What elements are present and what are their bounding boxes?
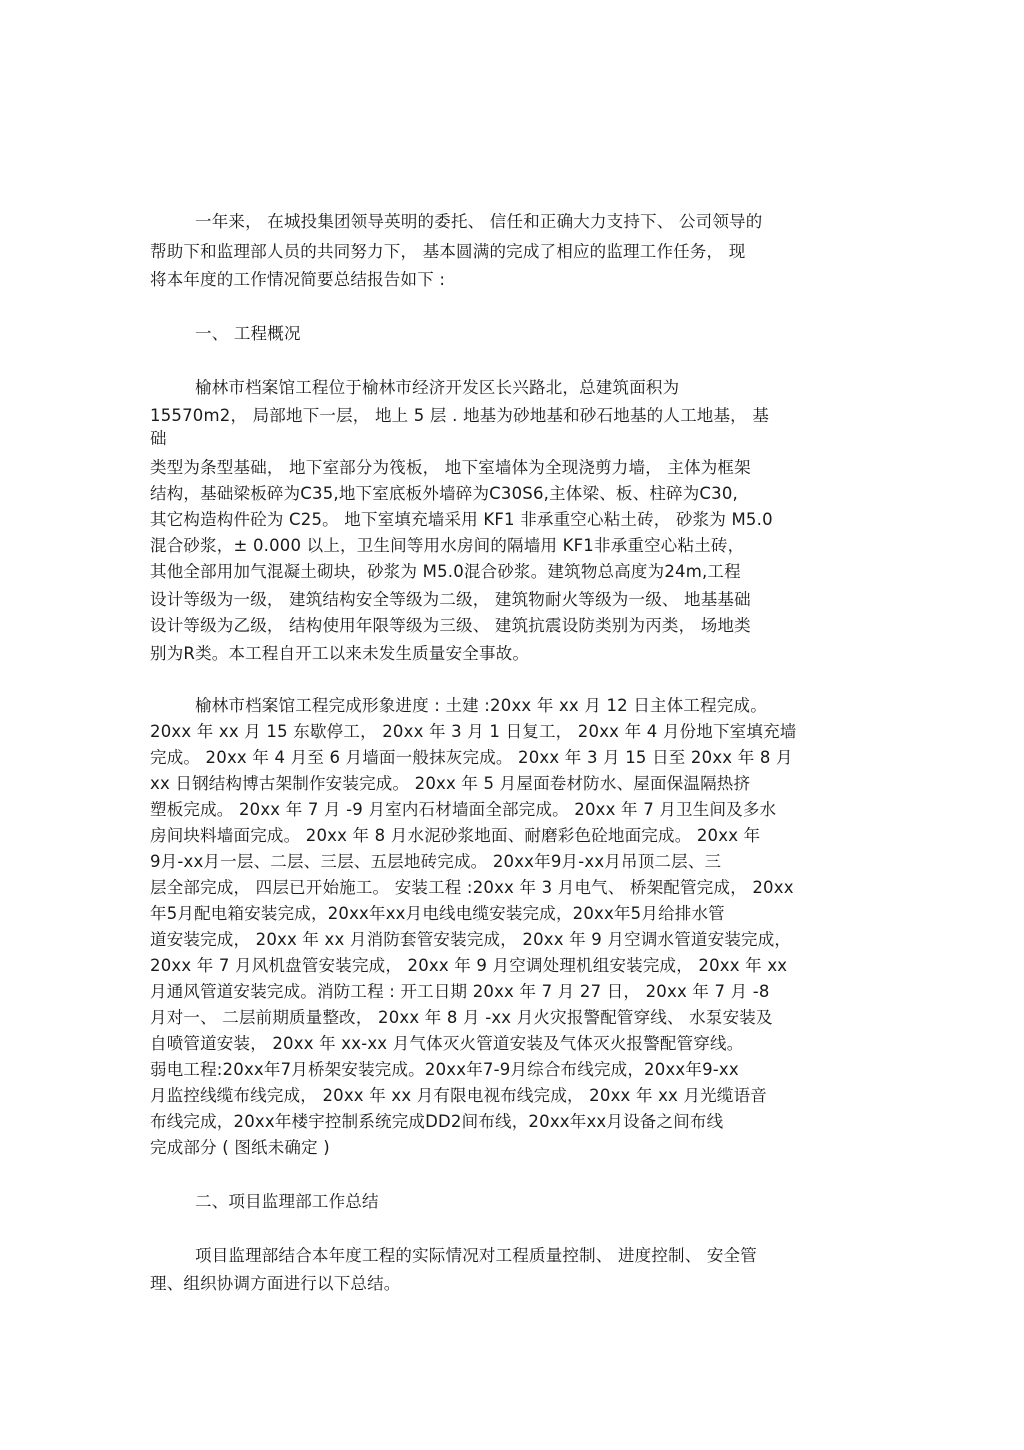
overview-line: 其他全部用加气混凝土砌块，砂浆为 M5.0混合砂浆。建筑物总高度为24m,工程 bbox=[150, 562, 741, 581]
intro-line: 一年来， 在城投集团领导英明的委托、 信任和正确大力支持下、 公司领导的 bbox=[195, 212, 763, 231]
progress-line: 月监控线缆布线完成， 20xx 年 xx 月有限电视布线完成， 20xx 年 xx 月光缆语音 bbox=[150, 1086, 767, 1105]
overview-line: 混合砂浆，± 0.000 以上，卫生间等用水房间的隔墙用 KF1非承重空心粘土砖， bbox=[150, 536, 745, 555]
overview-line: 别为R类。本工程自开工以来未发生质量安全事故。 bbox=[150, 644, 530, 663]
progress-line: 月通风管道安装完成。消防工程 : 开工日期 20xx 年 7 月 27 日， 20xx 年 7 月 -8 bbox=[150, 982, 770, 1001]
progress-line: 层全部完成， 四层已开始施工。 安装工程 :20xx 年 3 月电气、 桥架配管完成， 20xx bbox=[150, 878, 794, 897]
overview-line: 结构，基础梁板碎为C35,地下室底板外墙碎为C30S6,主体梁、板、柱碎为C30, bbox=[150, 484, 738, 503]
progress-line: 布线完成，20xx年楼宇控制系统完成DD2间布线，20xx年xx月设备之间布线 bbox=[150, 1112, 724, 1131]
progress-line: 榆林市档案馆工程完成形象进度 : 土建 :20xx 年 xx 月 12 日主体工程完成。 bbox=[195, 696, 767, 715]
progress-line: 20xx 年 xx 月 15 东歇停工， 20xx 年 3 月 1 日复工， 20xx 年 4 月份地下室填充墙 bbox=[150, 722, 797, 741]
progress-line: 塑板完成。 20xx 年 7 月 -9 月室内石材墙面全部完成。 20xx 年 7 月卫生间及多水 bbox=[150, 800, 777, 819]
overview-line: 础 bbox=[150, 429, 167, 448]
summary-line: 理、组织协调方面进行以下总结。 bbox=[150, 1274, 401, 1293]
progress-line: 完成部分 ( 图纸未确定 ) bbox=[150, 1138, 330, 1157]
section-heading-summary: 二、项目监理部工作总结 bbox=[195, 1192, 379, 1211]
overview-line: 15570m2， 局部地下一层， 地上 5 层 . 地基为砂地基和砂石地基的人工地基， 基 bbox=[150, 406, 770, 425]
progress-line: 9月-xx月一层、二层、三层、五层地砖完成。 20xx年9月-xx月吊顶二层、三 bbox=[150, 852, 722, 871]
progress-line: 弱电工程:20xx年7月桥架安装完成。20xx年7-9月综合布线完成，20xx年9-xx bbox=[150, 1060, 739, 1079]
overview-line: 其它构造构件砼为 C25。 地下室填充墙采用 KF1 非承重空心粘土砖， 砂浆为 M5.0 bbox=[150, 510, 773, 529]
progress-line: 完成。 20xx 年 4 月至 6 月墙面一般抹灰完成。 20xx 年 3 月 15 日至 20xx 年 8 月 bbox=[150, 748, 793, 767]
progress-line: 自喷管道安装， 20xx 年 xx-xx 月气体灭火管道安装及气体灭火报警配管穿线。 bbox=[150, 1034, 744, 1053]
overview-line: 类型为条型基础， 地下室部分为筏板， 地下室墙体为全现浇剪力墙， 主体为框架 bbox=[150, 458, 751, 477]
progress-line: 房间块料墙面完成。 20xx 年 8 月水泥砂浆地面、耐磨彩色砼地面完成。 20xx 年 bbox=[150, 826, 761, 845]
progress-line: 道安装完成， 20xx 年 xx 月消防套管安装完成， 20xx 年 9 月空调水管道安装完成， bbox=[150, 930, 792, 949]
section-heading-overview: 一、 工程概况 bbox=[195, 324, 301, 343]
overview-line: 设计等级为一级， 建筑结构安全等级为二级， 建筑物耐火等级为一级、 地基基础 bbox=[150, 590, 751, 609]
progress-line: 年5月配电箱安装完成，20xx年xx月电线电缆安装完成，20xx年5月给排水管 bbox=[150, 904, 725, 923]
intro-line: 帮助下和监理部人员的共同努力下， 基本圆满的完成了相应的监理工作任务， 现 bbox=[150, 242, 746, 261]
intro-line: 将本年度的工作情况简要总结报告如下 : bbox=[150, 270, 446, 289]
progress-line: 20xx 年 7 月风机盘管安装完成， 20xx 年 9 月空调处理机组安装完成， 20xx 年 xx bbox=[150, 956, 788, 975]
progress-line: xx 日钢结构博古架制作安装完成。 20xx 年 5 月屋面卷材防水、屋面保温隔热挤 bbox=[150, 774, 751, 793]
summary-line: 项目监理部结合本年度工程的实际情况对工程质量控制、 进度控制、 安全管 bbox=[195, 1246, 757, 1265]
overview-line: 设计等级为乙级， 结构使用年限等级为三级、 建筑抗震设防类别为丙类， 场地类 bbox=[150, 616, 751, 635]
overview-line: 榆林市档案馆工程位于榆林市经济开发区长兴路北，总建筑面积为 bbox=[195, 378, 680, 397]
progress-line: 月对一、 二层前期质量整改， 20xx 年 8 月 -xx 月火灾报警配管穿线、 水泵安装及 bbox=[150, 1008, 773, 1027]
